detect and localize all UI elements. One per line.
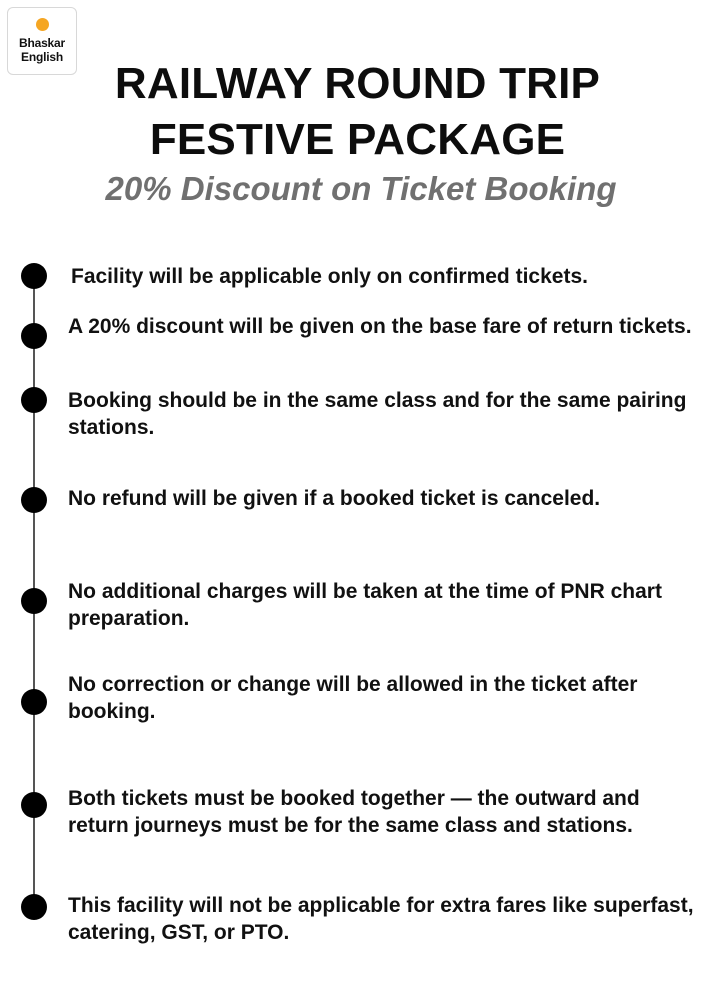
bullet-dot-icon (21, 792, 47, 818)
bullet-dot-icon (21, 588, 47, 614)
list-item-text: A 20% discount will be given on the base fare of return tickets. (68, 315, 692, 338)
logo-line-1: Bhaskar (19, 36, 65, 50)
page-title-line-2: FESTIVE PACKAGE (149, 115, 566, 164)
bullet-dot-icon (21, 894, 47, 920)
logo-dot-icon (36, 18, 49, 31)
bullet-dot-icon (21, 387, 47, 413)
bullet-dot-icon (21, 487, 47, 513)
page-title-line-1: RAILWAY ROUND TRIP (114, 59, 601, 108)
list-item-text: Both tickets must be booked together — the outward and return journeys must be for the same class and stations. (68, 787, 640, 837)
bullet-dot-icon (21, 689, 47, 715)
bullet-dot-icon (21, 323, 47, 349)
list-item-text: No additional charges will be taken at the time of PNR chart preparation. (68, 580, 662, 630)
list-item-text: Booking should be in the same class and for the same pairing stations. (68, 389, 687, 439)
list-item-text: This facility will not be applicable for extra fares like superfast, catering, GST, or PTO. (68, 894, 694, 944)
list-item-text: No refund will be given if a booked ticket is canceled. (68, 487, 601, 510)
page-subtitle: 20% Discount on Ticket Booking (105, 170, 617, 207)
list-item-text: Facility will be applicable only on confirmed tickets. (71, 265, 588, 288)
list-item-text: No correction or change will be allowed in the ticket after booking. (68, 673, 638, 723)
logo-line-2: English (21, 50, 63, 64)
bullet-dot-icon (21, 263, 47, 289)
